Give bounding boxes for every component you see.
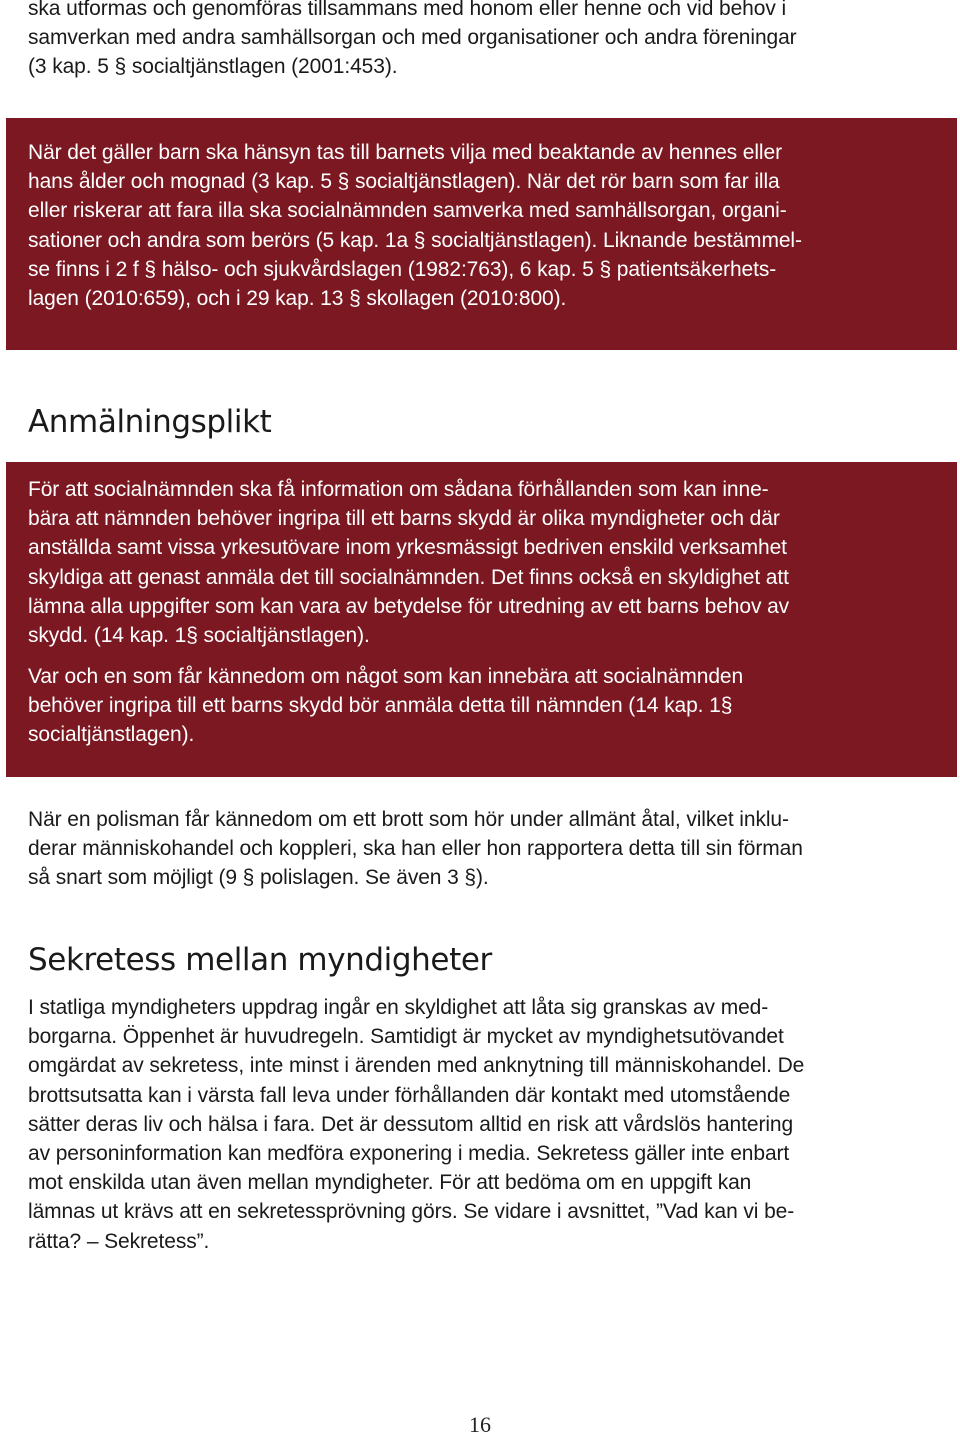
text-line: så snart som möjligt (9 § polislagen. Se även 3 §). <box>28 866 489 890</box>
box1-paragraph <box>28 138 802 313</box>
text-line: lämnas ut krävs att en sekretessprövning görs. Se vidare i avsnittet, ”Vad kan vi be- <box>28 1200 795 1224</box>
text-line: anställda samt vissa yrkesutövare inom yrkesmässigt bedriven enskild verksamhet <box>28 536 787 560</box>
text-line: lämna alla uppgifter som kan vara av betydelse för utredning av ett barns behov av <box>28 594 790 618</box>
text-line: av personinformation kan medföra exponering i media. Sekretess gäller inte enbart <box>28 1142 790 1166</box>
text-line: derar människohandel och koppleri, ska han eller hon rapportera detta till sin förman <box>28 837 803 861</box>
text-line: skydd. (14 kap. 1§ socialtjänstlagen). <box>28 624 370 648</box>
text-line: ska utformas och genomföras tillsammans med honom eller henne och vid behov i <box>28 0 787 20</box>
text-line: (3 kap. 5 § socialtjänstlagen (2001:453). <box>28 55 398 79</box>
text-line: När en polisman får kännedom om ett brott som hör under allmänt åtal, vilket inklu- <box>28 808 789 831</box>
text-line: eller riskerar att fara illa ska socialnämnden samverka med samhällsorgan, organi- <box>28 199 787 223</box>
text-line: mot enskilda utan även mellan myndigheter. För att bedöma om en uppgift kan <box>28 1171 752 1195</box>
text-line: socialtjänstlagen). <box>28 723 195 747</box>
box2-paragraph-2 <box>28 662 743 750</box>
text-line: brottsutsatta kan i värsta fall leva under förhållanden där kontakt med utomstående <box>28 1083 791 1107</box>
text-line: rätta? – Sekretess”. <box>28 1229 210 1253</box>
text-line: behöver ingripa till ett barns skydd bör anmäla detta till nämnden (14 kap. 1§ <box>28 694 733 718</box>
info-box-barn <box>6 118 957 350</box>
box2-paragraph-1 <box>28 475 789 650</box>
sekretess-paragraph <box>28 993 804 1256</box>
intro-paragraph <box>28 0 797 82</box>
text-line: För att socialnämnden ska få information om sådana förhållanden som kan inne- <box>28 478 769 501</box>
text-line: lagen (2010:659), och i 29 kap. 13 § skollagen (2010:800). <box>28 287 567 311</box>
text-line: borgarna. Öppenhet är huvudregeln. Samtidigt är mycket av myndighetsutövandet <box>28 1025 784 1049</box>
text-line: samverkan med andra samhällsorgan och med organisationer och andra föreningar <box>28 26 797 50</box>
text-line: sationer och andra som berörs (5 kap. 1a § socialtjänstlagen). Liknande bestämmel- <box>28 228 802 252</box>
info-box-anmalningsplikt <box>6 462 957 777</box>
police-paragraph <box>28 805 803 893</box>
text-line: hans ålder och mognad (3 kap. 5 § socialtjänstlagen). När det rör barn som far illa <box>28 170 780 194</box>
text-line: När det gäller barn ska hänsyn tas till barnets vilja med beaktande av hennes eller <box>28 141 782 164</box>
text-line: I statliga myndigheters uppdrag ingår en skyldighet att låta sig granskas av med- <box>28 996 769 1019</box>
text-line: omgärdat av sekretess, inte minst i ärenden med anknytning till människohandel. De <box>28 1054 805 1078</box>
text-line: bära att nämnden behöver ingripa till ett barns skydd är olika myndigheter och där <box>28 507 780 531</box>
text-line: skyldiga att genast anmäla det till socialnämnden. Det finns också en skyldighet att <box>28 565 789 589</box>
text-line: sätter deras liv och hälsa i fara. Det är dessutom alltid en risk att vårdslös hantering <box>28 1112 794 1136</box>
page-number: 16 <box>469 1412 491 1437</box>
text-line: se finns i 2 f § hälso- och sjukvårdslagen (1982:763), 6 kap. 5 § patientsäkerhets- <box>28 257 777 281</box>
text-line: Var och en som får kännedom om något som kan innebära att socialnämnden <box>28 665 744 688</box>
heading-anmalningsplikt: Anmälningsplikt <box>28 404 272 440</box>
heading-sekretess: Sekretess mellan myndigheter <box>28 942 492 978</box>
